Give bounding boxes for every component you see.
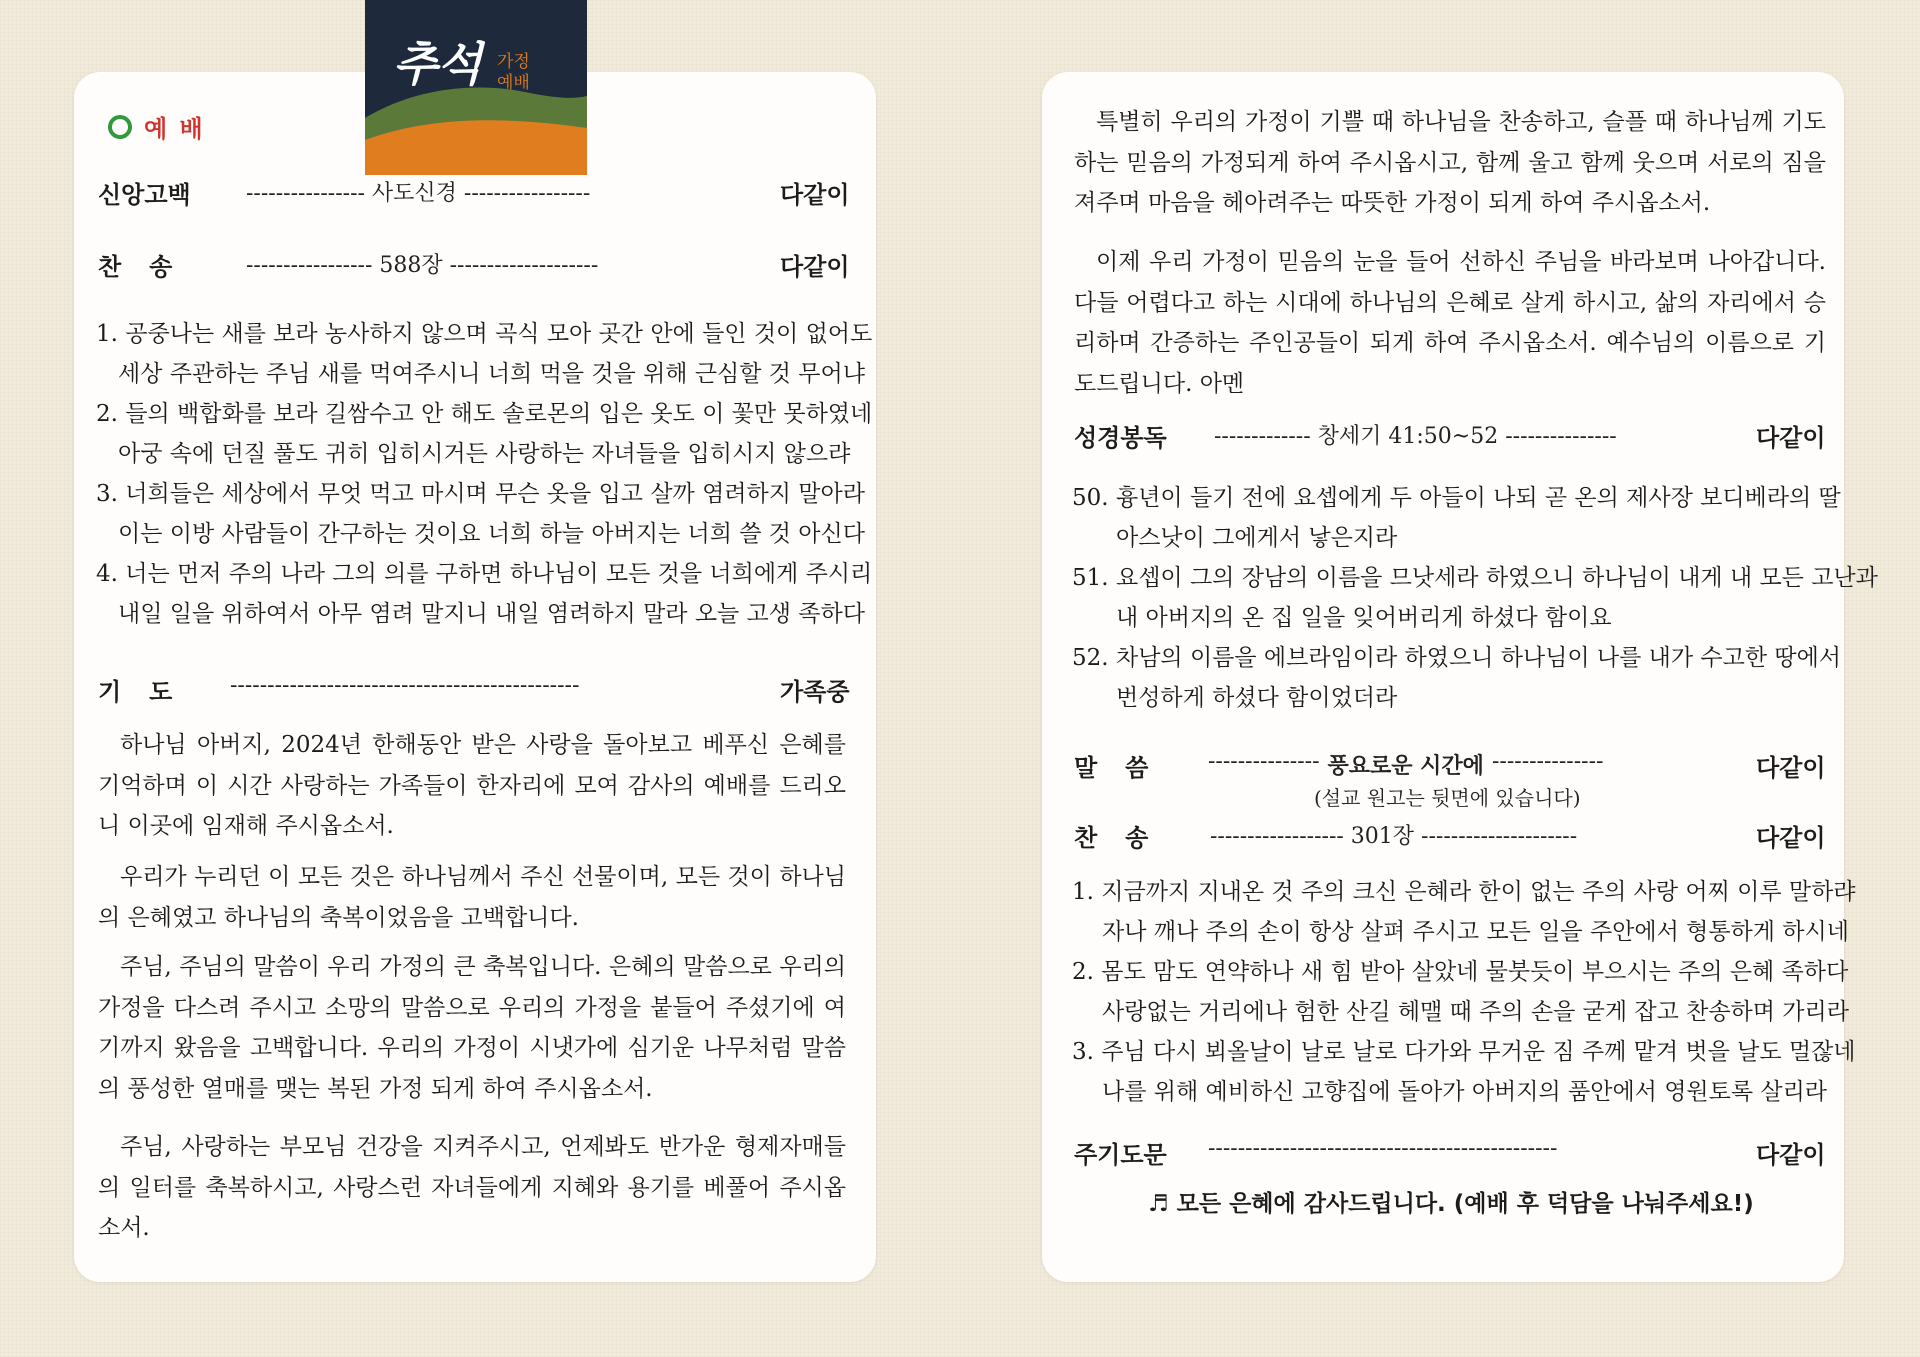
closing-message: ♬ 모든 은혜에 감사드립니다. (예배 후 덕담을 나눠주세요!) (1148, 1191, 1754, 1217)
sermon-dashes: --------------- (1491, 749, 1604, 774)
reading-title: ------------- 창세기 41:50~52 --------------- (1214, 424, 1617, 449)
sermon-note: (설교 원고는 뒷면에 있습니다) (1314, 786, 1581, 810)
hymn1-line: 3. 너희들은 세상에서 무엇 먹고 마시며 무슨 옷을 입고 살까 염려하지 말아라 (96, 481, 865, 507)
lords-prayer-dashes: ----------------------------------------------- (1208, 1136, 1558, 1161)
lords-prayer-label: 주기도문 (1074, 1141, 1167, 1169)
verse-line: 아스낫이 그에게서 낳은지라 (1116, 525, 1398, 551)
hymn1-line: 내일 일을 위하여서 아무 염려 말지니 내일 염려하지 말라 오늘 고생 족하다 (118, 601, 865, 627)
creed-participant: 다같이 (780, 181, 850, 209)
sermon-label: 말 씀 (1074, 754, 1151, 782)
hymn1-line: 아궁 속에 던질 풀도 귀히 입히시거든 사랑하는 자녀들을 입히시지 않으랴 (118, 441, 851, 467)
logo-line1-text: 가정 (497, 52, 530, 72)
verse-line: 흉년이 들기 전에 요셉에게 두 아들이 나되 곧 온의 제사장 보디베라의 딸 (1116, 485, 1841, 511)
prayer-leader: 가족중 (780, 678, 850, 706)
hymn2-participant: 다같이 (1756, 824, 1826, 852)
verse-line: 내 아버지의 온 집 일을 잊어버리게 하셨다 함이요 (1116, 605, 1612, 631)
logo-main-text: 추석 (393, 37, 482, 91)
verse-line: 요셉이 그의 장남의 이름을 므낫세라 하였으니 하나님이 내게 내 모든 고난과 (1116, 565, 1878, 591)
hymn1-line: 1. 공중나는 새를 보라 농사하지 않으며 곡식 모아 곳간 안에 들인 것이 없어도 (96, 321, 873, 347)
prayer-paragraph: 우리가 누리던 이 모든 것은 하나님께서 주신 선물이며, 모든 것이 하나님의 은혜였고 하나님의 축복이었음을 고백합니다. (98, 864, 846, 931)
hymn1-line: 세상 주관하는 주님 새를 먹여주시니 너희 먹을 것을 위해 근심할 것 무어냐 (118, 361, 865, 387)
hymn2-line: 사랑없는 거리에나 험한 산길 헤맬 때 주의 손을 굳게 잡고 찬송하며 가리라 (1102, 999, 1849, 1025)
hymn1-title: ----------------- 588장 -------------------- (246, 253, 599, 278)
creed-label: 신앙고백 (98, 181, 191, 209)
verse-line: 번성하게 하셨다 함이었더라 (1116, 685, 1398, 711)
hymn1-participant: 다같이 (780, 253, 850, 281)
prayer-paragraph: 주님, 사랑하는 부모님 건강을 지켜주시고, 언제봐도 반가운 형제자매들의 일터를 축복하시고, 사랑스런 자녀들에게 지혜와 용기를 베풀어 주시옵소서. (98, 1134, 846, 1241)
chuseok-logo (365, 0, 587, 175)
hymn2-line: 1. 지금까지 지내온 것 주의 크신 은혜라 한이 없는 주의 사랑 어찌 이루 말하랴 (1072, 879, 1856, 905)
prayer-paragraph-continued: 이제 우리 가정이 믿음의 눈을 들어 선하신 주님을 바라보며 나아갑니다. 다들 어렵다고 하는 시대에 하나님의 은혜로 살게 하시고, 삶의 자리에서 승리하며 간증하는 주인공들이 되게 하여 주시옵소서. 예수님의 이름으로 기도드립니다. 아멘 (1074, 249, 1826, 397)
verse-number: 50. (1072, 485, 1109, 511)
hymn2-line: 2. 몸도 맘도 연약하나 새 힘 받아 살았네 물붓듯이 부으시는 주의 은혜 족하다 (1072, 959, 1849, 985)
hymn2-label: 찬 송 (1074, 824, 1151, 852)
logo-line2-text: 예배 (497, 73, 530, 93)
hymn2-line: 3. 주님 다시 뵈올날이 날로 날로 다가와 무거운 짐 주께 맡겨 벗을 날도 멀잖네 (1072, 1039, 1856, 1065)
logo-graphic (365, 0, 587, 175)
hymn1-label: 찬 송 (98, 253, 175, 281)
prayer-paragraph-continued: 특별히 우리의 가정이 기쁠 때 하나님을 찬송하고, 슬플 때 하나님께 기도하는 믿음의 가정되게 하여 주시옵시고, 함께 울고 함께 웃으며 서로의 짐을 져주며 마음을 헤아려주는 따뜻한 가정이 되게 하여 주시옵소서. (1074, 109, 1826, 216)
hymn1-line: 이는 이방 사람들이 간구하는 것이요 너희 하늘 아버지는 너희 쓸 것 아신다 (118, 521, 865, 547)
verse-line: 차남의 이름을 에브라임이라 하였으니 하나님이 나를 내가 수고한 땅에서 (1116, 645, 1842, 671)
hymn2-line: 나를 위해 예비하신 고향집에 돌아가 아버지의 품안에서 영원토록 살리라 (1102, 1079, 1828, 1105)
hymn2-line: 자나 깨나 주의 손이 항상 살펴 주시고 모든 일을 주안에서 형통하게 하시네 (1102, 919, 1849, 945)
sermon-participant: 다같이 (1756, 754, 1826, 782)
creed-title: ---------------- 사도신경 ----------------- (246, 181, 591, 206)
prayer-paragraph: 하나님 아버지, 2024년 한해동안 받은 사랑을 돌아보고 베푸신 은혜를 기억하며 이 시간 사랑하는 가족들이 한자리에 모여 감사의 예배를 드리오니 이곳에 임재해 주시옵소서. (98, 732, 846, 839)
verse-number: 52. (1072, 645, 1109, 671)
sermon-dashes: --------------- (1208, 749, 1320, 774)
sermon-title-row (1208, 749, 1603, 780)
reading-label: 성경봉독 (1074, 424, 1167, 452)
reading-participant: 다같이 (1756, 424, 1826, 452)
circle-icon (108, 115, 132, 139)
hymn1-line: 4. 너는 먼저 주의 나라 그의 의를 구하면 하나님이 모든 것을 너희에게 주시리 (96, 561, 873, 587)
prayer-label: 기 도 (98, 678, 175, 706)
prayer-paragraph: 주님, 주님의 말씀이 우리 가정의 큰 축복입니다. 은혜의 말씀으로 우리의 가정을 다스려 주시고 소망의 말씀으로 우리의 가정을 붙들어 주셨기에 여기까지 왔음을 고백합니다. 우리의 가정이 시냇가에 심기운 나무처럼 말씀의 풍성한 열매를 맺는 복된 가정 되게 하여 주시옵소서. (98, 954, 846, 1102)
worship-section-marker (108, 109, 205, 144)
prayer-dashes: ----------------------------------------------- (230, 673, 580, 698)
sermon-title: 풍요로운 시간에 (1327, 754, 1484, 779)
verse-number: 51. (1072, 565, 1109, 591)
hymn1-line: 2. 들의 백합화를 보라 길쌈수고 안 해도 솔로몬의 입은 옷도 이 꽃만 못하였네 (96, 401, 873, 427)
hymn2-title: ------------------ 301장 --------------------- (1210, 824, 1578, 849)
lords-prayer-participant: 다같이 (1756, 1141, 1826, 1169)
worship-section-label: 예 배 (144, 115, 205, 143)
